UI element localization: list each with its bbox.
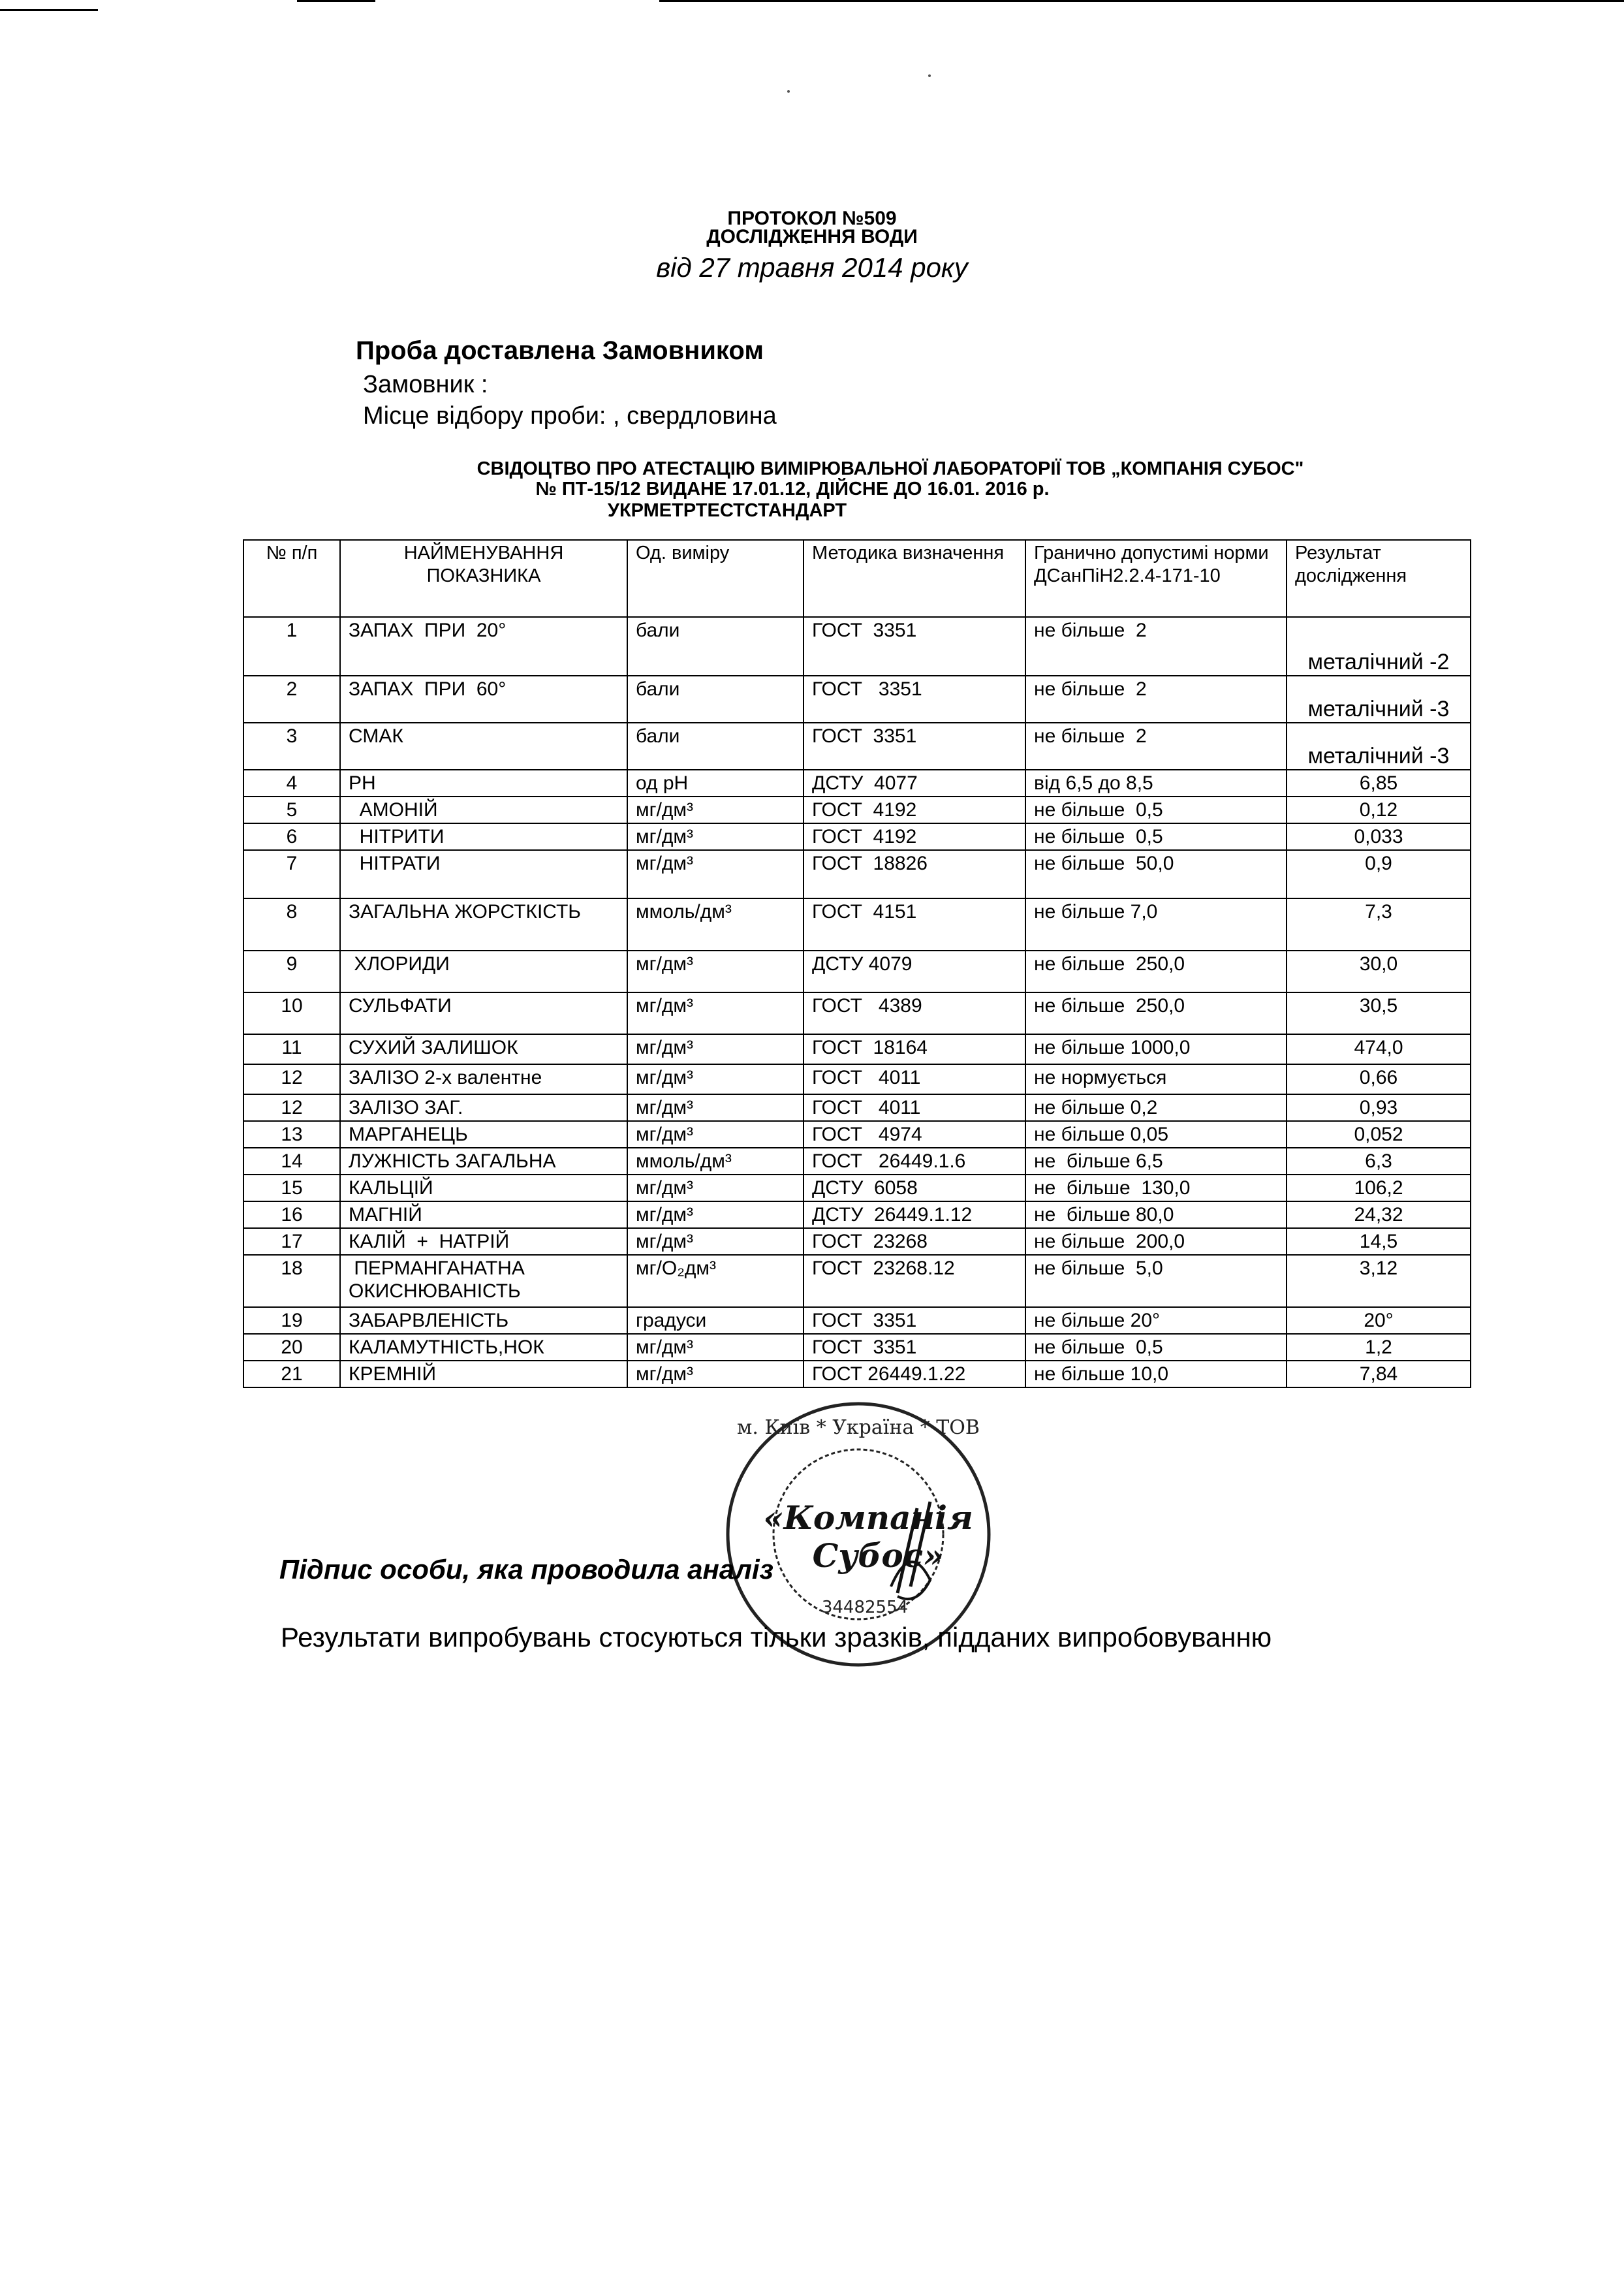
cell-name: СУЛЬФАТИ: [340, 992, 627, 1034]
cell-method: ГОСТ 18164: [804, 1034, 1025, 1064]
cell-unit: бали: [627, 617, 804, 676]
svg-text:34482554: 34482554: [821, 1598, 909, 1617]
results-body: [243, 617, 1471, 1387]
cell-method: ГОСТ 3351: [804, 1334, 1025, 1361]
cell-result: 14,5: [1287, 1228, 1471, 1255]
cell-unit: мг/дм³: [627, 951, 804, 992]
disclaimer-text: Результати випробувань стосуються тільки зразків, підданих випробовуванню: [281, 1622, 1272, 1653]
table-row: [243, 1307, 1471, 1334]
scan-speck: [928, 74, 931, 77]
cell-num: 5: [243, 797, 340, 823]
table-row: [243, 797, 1471, 823]
cell-num: 19: [243, 1307, 340, 1334]
cell-num: 18: [243, 1255, 340, 1307]
cell-method: ДСТУ 4077: [804, 770, 1025, 797]
cell-result: 0,052: [1287, 1121, 1471, 1148]
table-row: [243, 823, 1471, 850]
cell-result: 474,0: [1287, 1034, 1471, 1064]
cell-result: 24,32: [1287, 1201, 1471, 1228]
cell-unit: од pH: [627, 770, 804, 797]
cell-unit: бали: [627, 676, 804, 723]
table-row: [243, 992, 1471, 1034]
certificate-line-1: СВІДОЦТВО ПРО АТЕСТАЦІЮ ВИМІРЮВАЛЬНОЇ ЛАБОРАТОРІЇ ТОВ „КОМПАНІЯ СУБОС": [476, 458, 1304, 479]
cell-unit: мг/дм³: [627, 1228, 804, 1255]
cell-name: ЗАЛІЗО 2-х валентне: [340, 1064, 627, 1094]
cell-limit: не більше 2: [1025, 723, 1287, 770]
table-row: [243, 1064, 1471, 1094]
cell-num: 17: [243, 1228, 340, 1255]
cell-limit: не більше 0,2: [1025, 1094, 1287, 1121]
cell-name: ЗАБАРВЛЕНІСТЬ: [340, 1307, 627, 1334]
cell-num: 6: [243, 823, 340, 850]
cell-limit: не більше 0,5: [1025, 797, 1287, 823]
cell-method: ДСТУ 6058: [804, 1175, 1025, 1201]
table-row: [243, 1201, 1471, 1228]
cell-result: 0,9: [1287, 850, 1471, 898]
cell-limit: не більше 2: [1025, 617, 1287, 676]
svg-text:м. Київ * Україна * ТОВ: м. Київ * Україна * ТОВ: [737, 1416, 980, 1439]
cell-name: ХЛОРИДИ: [340, 951, 627, 992]
cell-unit: мг/дм³: [627, 850, 804, 898]
cell-method: ГОСТ 4192: [804, 823, 1025, 850]
cell-method: ГОСТ 23268.12: [804, 1255, 1025, 1307]
table-header-row: [243, 540, 1471, 617]
cell-result: 7,3: [1287, 898, 1471, 951]
cell-num: 12: [243, 1094, 340, 1121]
cell-method: ГОСТ 3351: [804, 1307, 1025, 1334]
header-num: № п/п: [243, 540, 340, 617]
table-row: [243, 898, 1471, 951]
cell-limit: не більше 5,0: [1025, 1255, 1287, 1307]
cell-method: ГОСТ 23268: [804, 1228, 1025, 1255]
table-row: [243, 1334, 1471, 1361]
cell-method: ГОСТ 3351: [804, 723, 1025, 770]
cell-unit: мг/дм³: [627, 1094, 804, 1121]
cell-num: 13: [243, 1121, 340, 1148]
cell-result: 0,93: [1287, 1094, 1471, 1121]
cell-result: металічний -2: [1287, 617, 1471, 676]
sample-delivered: Проба доставлена Замовником: [356, 336, 764, 365]
cell-limit: не нормується: [1025, 1064, 1287, 1094]
cell-method: ГОСТ 4011: [804, 1064, 1025, 1094]
cell-name: МАРГАНЕЦЬ: [340, 1121, 627, 1148]
cell-result: 6,85: [1287, 770, 1471, 797]
protocol-date: від 27 травня 2014 року: [656, 252, 968, 283]
cell-unit: ммоль/дм³: [627, 1148, 804, 1175]
cell-num: 21: [243, 1361, 340, 1387]
cell-num: 9: [243, 951, 340, 992]
table-row: [243, 617, 1471, 676]
cell-method: ГОСТ 3351: [804, 676, 1025, 723]
table-row: [243, 1121, 1471, 1148]
cell-result: металічний -3: [1287, 723, 1471, 770]
results-table: [243, 539, 1471, 1388]
header-unit: Од. виміру: [627, 540, 804, 617]
cell-num: 4: [243, 770, 340, 797]
cell-unit: мг/дм³: [627, 797, 804, 823]
cell-unit: градуси: [627, 1307, 804, 1334]
cell-name: КАЛЬЦІЙ: [340, 1175, 627, 1201]
table-row: [243, 770, 1471, 797]
cell-name: КРЕМНІЙ: [340, 1361, 627, 1387]
cell-limit: не більше 7,0: [1025, 898, 1287, 951]
cell-limit: не більше 1000,0: [1025, 1034, 1287, 1064]
cell-result: 1,2: [1287, 1334, 1471, 1361]
cell-num: 2: [243, 676, 340, 723]
cell-result: 20°: [1287, 1307, 1471, 1334]
cell-name: МАГНІЙ: [340, 1201, 627, 1228]
cell-limit: не більше 0,5: [1025, 1334, 1287, 1361]
cell-unit: мг/дм³: [627, 1175, 804, 1201]
cell-method: ГОСТ 4011: [804, 1094, 1025, 1121]
cell-unit: мг/дм³: [627, 1201, 804, 1228]
cell-unit: мг/дм³: [627, 823, 804, 850]
protocol-subtitle: ДОСЛІДЖЕННЯ ВОДИ: [706, 226, 918, 247]
cell-name: НІТРИТИ: [340, 823, 627, 850]
cell-result: 30,0: [1287, 951, 1471, 992]
cell-method: ДСТУ 26449.1.12: [804, 1201, 1025, 1228]
cell-num: 12: [243, 1064, 340, 1094]
cell-result: 0,12: [1287, 797, 1471, 823]
cell-unit: мг/дм³: [627, 1064, 804, 1094]
cell-unit: мг/дм³: [627, 1121, 804, 1148]
header-result: Результат дослідження: [1287, 540, 1471, 617]
cell-result: 7,84: [1287, 1361, 1471, 1387]
cell-method: ГОСТ 26449.1.6: [804, 1148, 1025, 1175]
cell-result: 3,12: [1287, 1255, 1471, 1307]
cell-name: ЗАЛІЗО ЗАГ.: [340, 1094, 627, 1121]
cell-num: 20: [243, 1334, 340, 1361]
cell-num: 8: [243, 898, 340, 951]
table-row: [243, 1255, 1471, 1307]
table-row: [243, 850, 1471, 898]
scan-line-top-left: [0, 9, 98, 11]
cell-limit: не більше 0,5: [1025, 823, 1287, 850]
cell-limit: не більше 200,0: [1025, 1228, 1287, 1255]
cell-name: АМОНІЙ: [340, 797, 627, 823]
cell-name: НІТРАТИ: [340, 850, 627, 898]
customer-label: Замовник :: [363, 371, 488, 398]
certificate-line-3: УКРМЕТРТЕСТСТАНДАРТ: [607, 500, 847, 521]
cell-unit: бали: [627, 723, 804, 770]
signature-line: Підпис особи, яка проводила аналіз: [279, 1554, 773, 1585]
cell-num: 15: [243, 1175, 340, 1201]
cell-limit: не більше 10,0: [1025, 1361, 1287, 1387]
cell-limit: не більше 250,0: [1025, 951, 1287, 992]
cell-result: 6,3: [1287, 1148, 1471, 1175]
cell-name: КАЛІЙ + НАТРІЙ: [340, 1228, 627, 1255]
table-row: [243, 1228, 1471, 1255]
table-row: [243, 1094, 1471, 1121]
cell-name: ПЕРМАНГАНАТНА ОКИСНЮВАНІСТЬ: [340, 1255, 627, 1307]
cell-limit: не більше 250,0: [1025, 992, 1287, 1034]
cell-limit: не більше 6,5: [1025, 1148, 1287, 1175]
table-row: [243, 1148, 1471, 1175]
cell-method: ГОСТ 3351: [804, 617, 1025, 676]
cell-method: ГОСТ 4192: [804, 797, 1025, 823]
cell-num: 14: [243, 1148, 340, 1175]
cell-limit: не більше 2: [1025, 676, 1287, 723]
sampling-place: Місце відбору проби: , свердловина: [363, 402, 777, 430]
cell-name: ЛУЖНІСТЬ ЗАГАЛЬНА: [340, 1148, 627, 1175]
cell-result: 106,2: [1287, 1175, 1471, 1201]
cell-method: ДСТУ 4079: [804, 951, 1025, 992]
table-row: [243, 1034, 1471, 1064]
cell-unit: мг/О₂дм³: [627, 1255, 804, 1307]
cell-name: ЗАГАЛЬНА ЖОРСТКІСТЬ: [340, 898, 627, 951]
cell-name: ЗАПАХ ПРИ 60°: [340, 676, 627, 723]
cell-unit: мг/дм³: [627, 1334, 804, 1361]
cell-name: СУХИЙ ЗАЛИШОК: [340, 1034, 627, 1064]
cell-num: 3: [243, 723, 340, 770]
cell-num: 7: [243, 850, 340, 898]
scan-speck: [787, 90, 790, 93]
cell-name: ЗАПАХ ПРИ 20°: [340, 617, 627, 676]
cell-name: PH: [340, 770, 627, 797]
cell-result: 30,5: [1287, 992, 1471, 1034]
cell-result: металічний -3: [1287, 676, 1471, 723]
header-method: Методика визначення: [804, 540, 1025, 617]
protocol-title: ПРОТОКОЛ №509: [727, 208, 897, 229]
svg-text:Субос»: Субос»: [812, 1536, 944, 1575]
cell-name: КАЛАМУТНІСТЬ,НОК: [340, 1334, 627, 1361]
cell-limit: не більше 0,05: [1025, 1121, 1287, 1148]
header-name: НАЙМЕНУВАННЯ ПОКАЗНИКА: [340, 540, 627, 617]
cell-num: 11: [243, 1034, 340, 1064]
cell-unit: мг/дм³: [627, 1034, 804, 1064]
cell-limit: не більше 20°: [1025, 1307, 1287, 1334]
cell-method: ГОСТ 26449.1.22: [804, 1361, 1025, 1387]
cell-num: 1: [243, 617, 340, 676]
table-row: [243, 951, 1471, 992]
cell-result: 0,66: [1287, 1064, 1471, 1094]
cell-limit: не більше 130,0: [1025, 1175, 1287, 1201]
cell-result: 0,033: [1287, 823, 1471, 850]
certificate-line-2: № ПТ-15/12 ВИДАНЕ 17.01.12, ДІЙСНЕ ДО 16.01. 2016 р.: [535, 479, 1050, 499]
table-row: [243, 1175, 1471, 1201]
cell-unit: ммоль/дм³: [627, 898, 804, 951]
table-row: [243, 723, 1471, 770]
cell-method: ГОСТ 4389: [804, 992, 1025, 1034]
cell-limit: від 6,5 до 8,5: [1025, 770, 1287, 797]
svg-text:«Компанія: «Компанія: [763, 1498, 973, 1537]
cell-method: ГОСТ 18826: [804, 850, 1025, 898]
cell-num: 10: [243, 992, 340, 1034]
cell-unit: мг/дм³: [627, 1361, 804, 1387]
table-row: [243, 676, 1471, 723]
cell-limit: не більше 50,0: [1025, 850, 1287, 898]
scan-line-top-right: [659, 0, 1624, 2]
cell-method: ГОСТ 4974: [804, 1121, 1025, 1148]
cell-num: 16: [243, 1201, 340, 1228]
cell-unit: мг/дм³: [627, 992, 804, 1034]
cell-method: ГОСТ 4151: [804, 898, 1025, 951]
scan-line-top-mid: [297, 0, 375, 2]
header-limit: Гранично допустимі норми ДСанПіН2.2.4-171-10: [1025, 540, 1287, 617]
cell-name: СМАК: [340, 723, 627, 770]
cell-limit: не більше 80,0: [1025, 1201, 1287, 1228]
